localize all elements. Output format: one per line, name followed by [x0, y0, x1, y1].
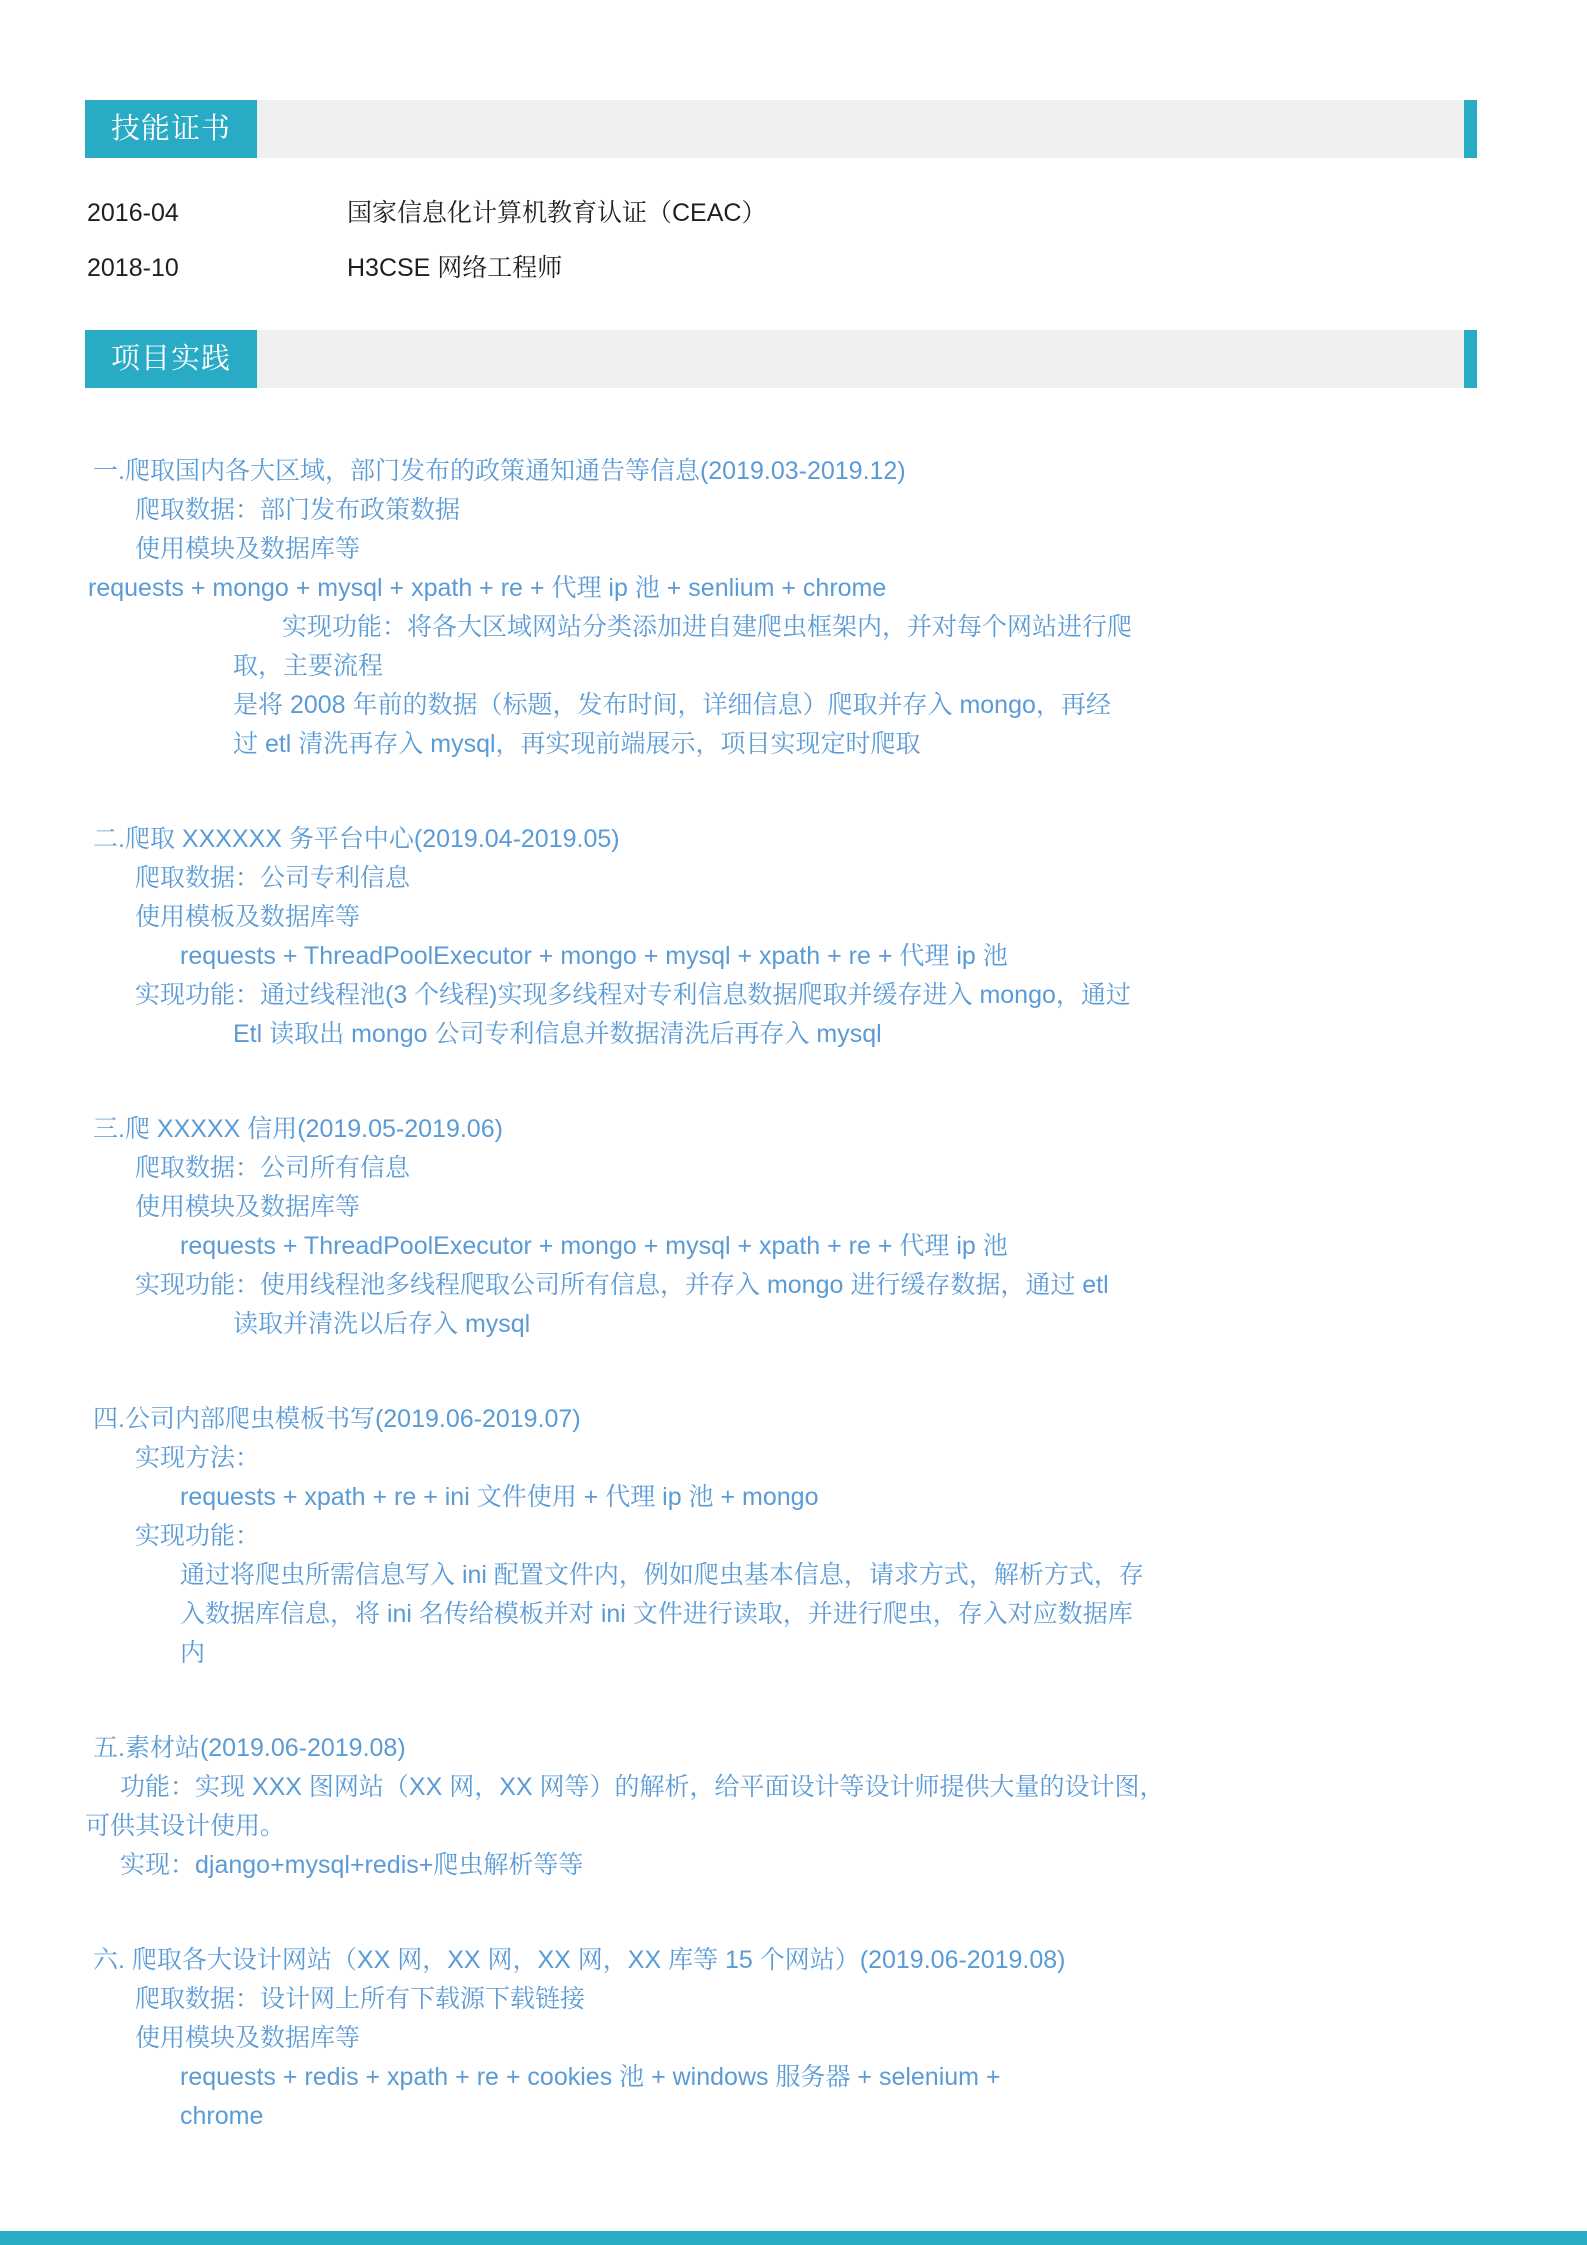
section-header-certificates: [85, 100, 1477, 158]
project-line: requests + xpath + re + ini 文件使用 + 代理 ip 池 + mongo: [180, 1483, 819, 1511]
project-line: 二.爬取 XXXXXX 务平台中心(2019.04-2019.05): [93, 825, 620, 853]
project-list: [85, 452, 1477, 2136]
project-line: 一.爬取国内各大区域，部门发布的政策通知通告等信息(2019.03-2019.12): [93, 457, 906, 485]
project-line: 实现方法：: [135, 1444, 261, 1472]
certificate-date: 2016-04: [87, 199, 179, 227]
project-line: requests + redis + xpath + re + cookies 池 + windows 服务器 + selenium +: [180, 2063, 1001, 2091]
section-title-certificates: 技能证书: [85, 100, 257, 158]
project-line: 六. 爬取各大设计网站（XX 网，XX 网，XX 网，XX 库等 15 个网站）(2019.06-2019.08): [93, 1946, 1066, 1974]
project-line: 过 etl 清洗再存入 mysql，再实现前端展示，项目实现定时爬取: [233, 730, 921, 758]
section-projects: [85, 330, 1477, 2136]
project-line: 是将 2008 年前的数据（标题，发布时间，详细信息）爬取并存入 mongo，再经: [233, 691, 1111, 719]
project-line: 四.公司内部爬虫模板书写(2019.06-2019.07): [93, 1405, 581, 1433]
certificate-name: 国家信息化计算机教育认证（CEAC）: [347, 199, 767, 227]
section-certificates: [85, 100, 1477, 284]
project-line: 功能：实现 XXX 图网站（XX 网，XX 网等）的解析，给平面设计等设计师提供大量的设计图，: [120, 1773, 1165, 1801]
section-header-bar: [257, 100, 1464, 158]
project-line: 取，主要流程: [233, 652, 384, 680]
project-line: 使用模块及数据库等: [135, 2024, 361, 2052]
project-line: 使用模块及数据库等: [135, 535, 361, 563]
section-header-endcap: [1464, 330, 1477, 388]
project-line: 实现功能：: [135, 1522, 261, 1550]
certificate-date: 2018-10: [87, 254, 179, 282]
project-line: 读取并清洗以后存入 mysql: [233, 1310, 531, 1338]
section-header-bar: [257, 330, 1464, 388]
certificate-name: H3CSE 网络工程师: [347, 254, 563, 282]
certificate-row: [87, 253, 1477, 284]
project-block: [85, 1941, 1477, 2136]
project-block: [85, 452, 1477, 764]
certificate-row: [87, 198, 1477, 229]
project-line: chrome: [180, 2102, 264, 2130]
section-header-endcap: [1464, 100, 1477, 158]
project-line: 实现：django+mysql+redis+爬虫解析等等: [120, 1851, 584, 1879]
section-header-projects: [85, 330, 1477, 388]
footer-accent-bar: [0, 2231, 1587, 2245]
project-line: 可供其设计使用。: [85, 1812, 286, 1840]
project-line: requests + ThreadPoolExecutor + mongo + mysql + xpath + re + 代理 ip 池: [180, 942, 1008, 970]
project-line: requests + ThreadPoolExecutor + mongo + mysql + xpath + re + 代理 ip 池: [180, 1232, 1008, 1260]
project-block: [85, 1400, 1477, 1673]
project-line: 三.爬 XXXXX 信用(2019.05-2019.06): [93, 1115, 503, 1143]
project-line: 爬取数据：部门发布政策数据: [135, 496, 461, 524]
project-line: 爬取数据：公司专利信息: [135, 864, 411, 892]
project-line: 爬取数据：设计网上所有下载源下载链接: [135, 1985, 586, 2013]
project-line: 五.素材站(2019.06-2019.08): [93, 1734, 406, 1762]
certificate-list: [87, 198, 1477, 284]
section-title-projects: 项目实践: [85, 330, 257, 388]
project-line: 实现功能：将各大区域网站分类添加进自建爬虫框架内，并对每个网站进行爬: [282, 613, 1133, 641]
project-line: 爬取数据：公司所有信息: [135, 1154, 411, 1182]
project-line: requests + mongo + mysql + xpath + re + 代理 ip 池 + senlium + chrome: [88, 574, 887, 602]
project-line: Etl 读取出 mongo 公司专利信息并数据清洗后再存入 mysql: [233, 1020, 882, 1048]
project-line: 通过将爬虫所需信息写入 ini 配置文件内，例如爬虫基本信息，请求方式，解析方式，存: [180, 1561, 1144, 1589]
project-line: 内: [180, 1639, 206, 1667]
project-line: 实现功能：通过线程池(3 个线程)实现多线程对专利信息数据爬取并缓存进入 mongo，通过: [135, 981, 1131, 1009]
project-line: 实现功能：使用线程池多线程爬取公司所有信息，并存入 mongo 进行缓存数据，通过 etl: [135, 1271, 1109, 1299]
project-block: [85, 1729, 1477, 1885]
project-line: 使用模板及数据库等: [135, 903, 361, 931]
project-line: 使用模块及数据库等: [135, 1193, 361, 1221]
project-block: [85, 1110, 1477, 1344]
project-block: [85, 820, 1477, 1054]
project-line: 入数据库信息，将 ini 名传给模板并对 ini 文件进行读取，并进行爬虫，存入对应数据库: [180, 1600, 1133, 1628]
